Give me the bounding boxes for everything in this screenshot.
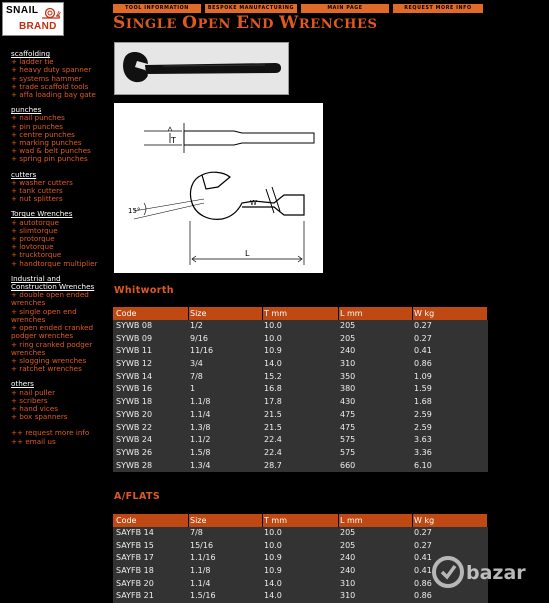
table-cell: 14.0 [264, 359, 282, 369]
table-cell: 10.0 [264, 540, 282, 550]
sidebar-link[interactable]: + wad & belt punches [11, 146, 91, 156]
table-row [113, 447, 488, 460]
table-cell: 1.5/16 [190, 591, 216, 601]
table-cell: 205 [340, 540, 356, 550]
table-cell: SAYFB 17 [116, 553, 154, 563]
sidebar-link[interactable]: + nail puller [11, 387, 56, 397]
sidebar-link[interactable]: + single open end [11, 306, 77, 316]
watermark-text: bazar [466, 562, 526, 584]
table-cell: 3.36 [414, 447, 432, 457]
logo-line2: BRAND [19, 21, 57, 32]
table-cell: 0.27 [414, 321, 432, 330]
table-cell: 11/16 [190, 346, 214, 356]
table-cell: 10.0 [264, 321, 282, 330]
sidebar-link[interactable]: + pin punches [11, 121, 64, 131]
label-l: L [245, 249, 250, 258]
table-cell: 575 [340, 447, 356, 457]
table-cell: 1.1/8 [190, 566, 211, 576]
table-cell: 310 [340, 578, 356, 588]
table-cell: 240 [340, 346, 356, 356]
sidebar-link[interactable]: + heavy duty spanner [11, 65, 92, 75]
sidebar-link[interactable]: + nail punches [11, 113, 65, 123]
nav-main-page[interactable]: MAIN PAGE [301, 4, 389, 13]
snail-icon [41, 7, 61, 19]
sidebar-category-torque-wrenches[interactable]: Torque Wrenches [11, 209, 73, 219]
table-cell: 10.0 [264, 333, 282, 343]
diagram-drawing [114, 103, 323, 273]
table-cell: SYWB 11 [116, 346, 153, 356]
category-title-line: Industrial and [11, 273, 61, 283]
sidebar-link[interactable]: wrenches [11, 298, 46, 308]
table-cell: 1.68 [414, 397, 432, 407]
bazar-watermark [430, 552, 540, 592]
column-header: Code [113, 307, 189, 320]
table-cell: 14.0 [264, 578, 282, 588]
nav-request-more-info[interactable]: REQUEST MORE INFO [393, 4, 483, 13]
table-cell: 22.4 [264, 435, 282, 445]
title-rest: ND [249, 17, 280, 32]
column-header: Size [189, 514, 263, 527]
table-cell: 0.86 [414, 359, 432, 369]
sidebar-link[interactable]: wrenches [11, 314, 46, 324]
table-header [113, 514, 488, 527]
table-cell: 310 [340, 591, 356, 601]
sidebar-link[interactable]: + trucktorque [11, 250, 62, 260]
sidebar-category-scaffolding[interactable]: scaffolding [11, 49, 51, 58]
sidebar-link[interactable]: + washer cutters [11, 177, 73, 187]
nav-bespoke-manufacturing[interactable]: BESPOKE MANUFACTURING [205, 4, 297, 13]
title-cap: S [113, 13, 126, 33]
table-row [113, 333, 488, 346]
sidebar-link[interactable]: + ladder tie [11, 57, 54, 67]
table-cell: 7/8 [190, 371, 203, 381]
label-t: T [171, 136, 176, 145]
sidebar-category-others[interactable]: others [11, 379, 34, 389]
table-cell: 28.7 [264, 460, 282, 470]
table-cell: 0.41 [414, 553, 432, 563]
sidebar-link[interactable]: + ratchet wrenches [11, 364, 82, 374]
section-whitworth-title: Whitworth [114, 285, 174, 296]
nav-tool-information[interactable]: TOOL INFORMATION [113, 4, 201, 13]
table-cell: 10.9 [264, 346, 282, 356]
brand-logo[interactable] [2, 2, 64, 36]
column-header: Size [189, 307, 263, 320]
table-cell: 475 [340, 409, 356, 419]
table-cell: 1.09 [414, 371, 432, 381]
table-cell: 6.10 [414, 460, 432, 470]
column-header: L mm [339, 307, 413, 320]
table-cell: 21.5 [264, 422, 282, 432]
title-rest: PEN [197, 17, 237, 32]
table-cell: 14.0 [264, 591, 282, 601]
table-cell: SAYFB 14 [116, 528, 154, 537]
table-cell: SYWB 28 [116, 460, 153, 470]
table-cell: 1.1/8 [190, 397, 211, 407]
table-cell: SYWB 18 [116, 397, 153, 407]
sidebar-link[interactable]: + spring pin punches [11, 154, 88, 164]
sidebar-link[interactable]: + scribers [11, 395, 48, 405]
title-cap: E [236, 13, 250, 33]
table-cell: 430 [340, 397, 356, 407]
table-cell: 205 [340, 321, 356, 330]
table-cell: 240 [340, 553, 356, 563]
table-cell: 0.86 [414, 591, 432, 601]
title-rest: INGLE [125, 17, 183, 32]
table-cell: 15/16 [190, 540, 214, 550]
table-cell: 380 [340, 384, 356, 394]
table-cell: SYWB 14 [116, 371, 153, 381]
table-cell: SYWB 08 [116, 321, 153, 330]
column-header: T mm [263, 514, 339, 527]
table-cell: 575 [340, 435, 356, 445]
table-row [113, 422, 488, 435]
dimension-diagram [114, 103, 323, 273]
table-cell: 1.3/8 [190, 422, 211, 432]
table-cell: 350 [340, 371, 356, 381]
sidebar-category-cutters[interactable]: cutters [11, 169, 37, 179]
table-row [113, 383, 488, 396]
title-cap: O [182, 13, 198, 33]
column-header: L mm [339, 514, 413, 527]
logo-line1: SNAIL [6, 5, 39, 16]
table-row [113, 460, 488, 473]
label-angle: 15° [128, 207, 141, 215]
table-row [113, 540, 488, 553]
table-cell: 1.1/2 [190, 435, 211, 445]
table-cell: 0.27 [414, 540, 432, 550]
table-cell: 1.3/4 [190, 460, 211, 470]
table-cell: SYWB 16 [116, 384, 153, 394]
sidebar-link[interactable]: + autotorque [11, 217, 60, 227]
column-header: T mm [263, 307, 339, 320]
sidebar-link[interactable]: + slogging wrenches [11, 355, 87, 365]
table-cell: 10.9 [264, 566, 282, 576]
table-cell: SYWB 12 [116, 359, 153, 369]
table-row [113, 396, 488, 409]
sidebar-link[interactable]: + hand vices [11, 403, 59, 413]
table-cell: 1/2 [190, 321, 203, 330]
sidebar-link[interactable]: + trade scaffold tools [11, 81, 89, 91]
title-cap: W [279, 13, 299, 33]
sidebar-link[interactable]: + marking punches [11, 138, 82, 148]
sidebar-link[interactable]: + double open ended [11, 290, 89, 300]
sidebar-link[interactable]: + box spanners [11, 412, 68, 422]
sidebar-link[interactable]: + lovtorque [11, 242, 54, 252]
table-cell: SAYFB 20 [116, 578, 154, 588]
table-cell: 17.8 [264, 397, 282, 407]
table-cell: 3.63 [414, 435, 432, 445]
category-title-line: Construction Wrenches [11, 282, 95, 292]
table-cell: SAYFB 18 [116, 566, 154, 576]
sidebar-link[interactable]: + open ended cranked [11, 323, 94, 333]
table-cell: SYWB 22 [116, 422, 153, 432]
table-cell: 205 [340, 528, 356, 537]
table-cell: 7/8 [190, 528, 203, 537]
label-w: W [250, 199, 257, 207]
table-cell: 0.27 [414, 528, 432, 537]
table-cell: 0.86 [414, 578, 432, 588]
sidebar-link[interactable]: + systems hammer [11, 73, 82, 83]
table-cell: SYWB 26 [116, 447, 153, 457]
table-body [113, 320, 488, 472]
sidebar-link[interactable]: + affa loading bay gate [11, 90, 96, 100]
table-cell: 1.1/4 [190, 578, 211, 588]
table-cell: 10.0 [264, 528, 282, 537]
email-us-link[interactable]: ++ email us [11, 436, 56, 446]
whitworth-table [113, 307, 488, 472]
title-rest: RENCHES [298, 17, 378, 32]
table-cell: 9/16 [190, 333, 208, 343]
sidebar-link[interactable]: + slimtorque [11, 225, 58, 235]
wrench-photo [114, 42, 289, 95]
table-row [113, 590, 488, 603]
table-row [113, 434, 488, 447]
table-cell: SAYFB 15 [116, 540, 154, 550]
section-aflats-title: A/FLATS [114, 491, 161, 502]
request-more-info-link[interactable]: ++ request more info [11, 428, 90, 438]
table-cell: 1 [190, 384, 196, 394]
table-header [113, 307, 488, 320]
sidebar-link[interactable]: podger wrenches [11, 331, 74, 341]
table-row [113, 527, 488, 540]
table-cell: 2.59 [414, 422, 432, 432]
table-row [113, 358, 488, 371]
table-cell: 205 [340, 333, 356, 343]
sidebar-link[interactable]: + handtorque multiplier [11, 258, 98, 268]
table-cell: 475 [340, 422, 356, 432]
table-cell: 21.5 [264, 409, 282, 419]
table-cell: 0.27 [414, 333, 432, 343]
table-cell: 1.1/4 [190, 409, 211, 419]
table-cell: 1.59 [414, 384, 432, 394]
sidebar-link[interactable]: + nut splitters [11, 194, 63, 204]
column-header: Code [113, 514, 189, 527]
sidebar-category-industrial[interactable] [11, 275, 111, 291]
sidebar-nav [11, 50, 111, 446]
table-cell: 10.9 [264, 553, 282, 563]
sidebar-link[interactable]: + protorque [11, 234, 55, 244]
table-row [113, 371, 488, 384]
table-cell: 0.41 [414, 346, 432, 356]
table-cell: SYWB 24 [116, 435, 153, 445]
sidebar-link[interactable]: wrenches [11, 347, 46, 357]
sidebar-link[interactable]: + tank cutters [11, 186, 63, 196]
table-row [113, 320, 488, 333]
table-cell: 16.8 [264, 384, 282, 394]
table-cell: 1.5/8 [190, 447, 211, 457]
page-title [113, 13, 378, 33]
table-cell: SAYFB 21 [116, 591, 154, 601]
table-cell: 22.4 [264, 447, 282, 457]
table-cell: 310 [340, 359, 356, 369]
sidebar-link[interactable]: + centre punches [11, 129, 75, 139]
table-row [113, 345, 488, 358]
wrench-icon [115, 43, 288, 94]
table-cell: 15.2 [264, 371, 282, 381]
column-header: W kg [413, 514, 488, 527]
table-cell: 240 [340, 566, 356, 576]
table-cell: 2.59 [414, 409, 432, 419]
column-header: W kg [413, 307, 488, 320]
table-cell: 660 [340, 460, 356, 470]
table-cell: 3/4 [190, 359, 203, 369]
sidebar-category-punches[interactable]: punches [11, 105, 42, 115]
table-cell: SYWB 20 [116, 409, 153, 419]
sidebar-link[interactable]: + ring cranked podger [11, 339, 93, 349]
table-cell: SYWB 09 [116, 333, 153, 343]
table-row [113, 409, 488, 422]
table-cell: 0.41 [414, 566, 432, 576]
table-cell: 1.1/16 [190, 553, 216, 563]
